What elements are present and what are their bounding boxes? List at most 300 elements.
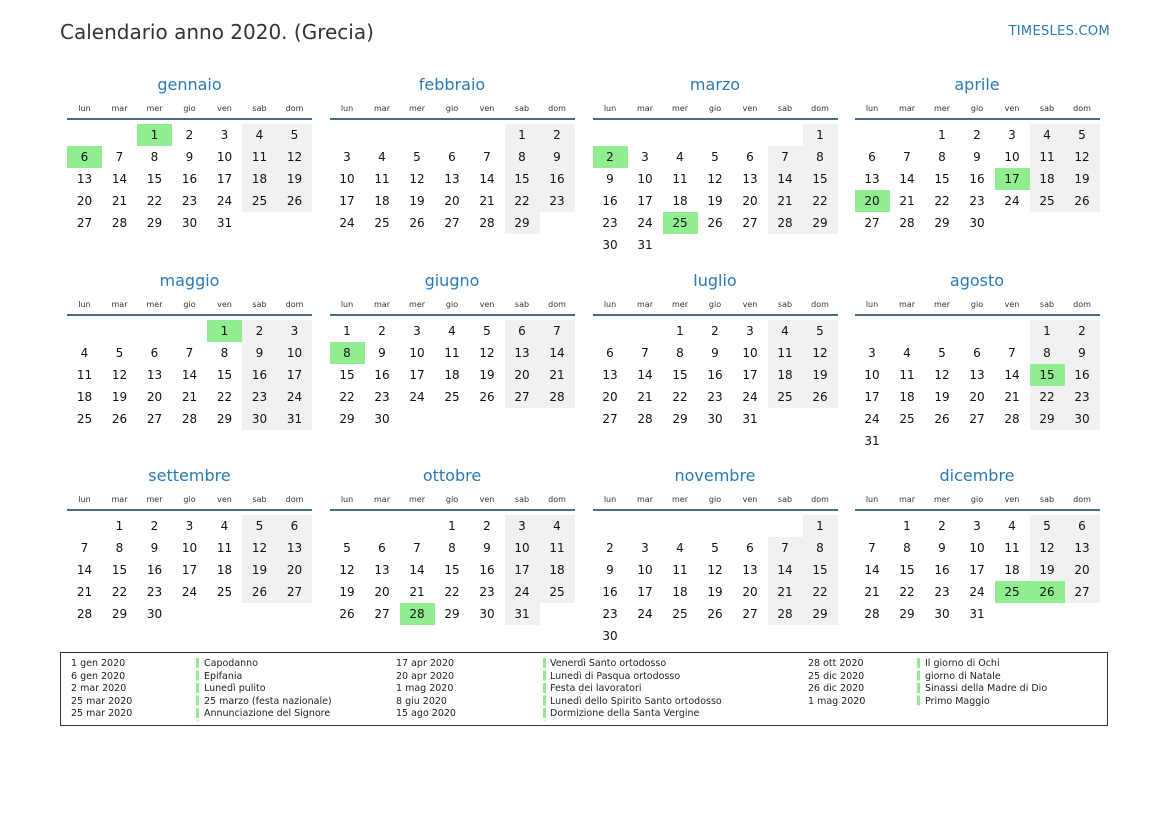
day-cell: 21 bbox=[1004, 390, 1020, 404]
legend-holiday-name: Sinassi della Madre di Dio bbox=[925, 683, 1048, 694]
weekday-label: mer bbox=[146, 495, 163, 504]
weekday-header bbox=[330, 295, 575, 314]
empty-cell bbox=[698, 124, 733, 146]
day-cell: 31 bbox=[637, 238, 653, 252]
weekday-header bbox=[330, 99, 575, 118]
day-cell: 23 bbox=[969, 194, 985, 208]
day-cell: 9 bbox=[483, 541, 491, 555]
day-cell: 19 bbox=[707, 194, 723, 208]
legend-holiday-name: Lunedì di Pasqua ortodosso bbox=[550, 670, 681, 682]
day-cell: 3 bbox=[343, 150, 351, 164]
day-cell: 17 bbox=[742, 368, 758, 382]
day-cell: 26 bbox=[707, 216, 723, 230]
header-divider bbox=[67, 509, 312, 511]
day-cell: 8 bbox=[448, 541, 456, 555]
empty-cell bbox=[330, 124, 365, 146]
day-cell: 29 bbox=[1030, 408, 1065, 430]
weekday-label: lun bbox=[340, 300, 354, 309]
day-cell: 28 bbox=[540, 386, 575, 408]
day-cell: 2 bbox=[938, 519, 946, 533]
legend-date: 6 gen 2020 bbox=[71, 670, 126, 682]
day-cell: 24 bbox=[181, 585, 198, 599]
weekday-label: mer bbox=[671, 495, 688, 504]
weekday-label: mar bbox=[374, 300, 390, 309]
legend-holiday-name: Festa dei lavoratori bbox=[550, 683, 642, 694]
weekday-label: mar bbox=[637, 300, 653, 309]
day-cell: 16 bbox=[181, 172, 198, 186]
empty-cell bbox=[960, 320, 995, 342]
day-cell: 26 bbox=[934, 412, 950, 426]
day-cell: 5 bbox=[413, 150, 421, 164]
empty-cell bbox=[855, 515, 890, 537]
day-cell: 21 bbox=[637, 390, 653, 404]
day-cell: 18 bbox=[1030, 168, 1065, 190]
day-cell: 10 bbox=[339, 172, 355, 186]
day-cell: 27 bbox=[277, 581, 312, 603]
weekday-label: gio bbox=[970, 300, 984, 309]
day-cell: 22 bbox=[1030, 386, 1065, 408]
header-divider bbox=[67, 314, 312, 316]
weekday-header bbox=[330, 490, 575, 509]
day-cell: 15 bbox=[899, 563, 915, 577]
day-cell: 16 bbox=[374, 368, 390, 382]
day-cell: 23 bbox=[479, 585, 495, 599]
day-cell: 31 bbox=[742, 412, 758, 426]
day-cell: 3 bbox=[868, 346, 876, 360]
legend-date: 1 gen 2020 bbox=[71, 658, 126, 669]
day-cell: 30 bbox=[934, 607, 950, 621]
day-cell: 21 bbox=[181, 390, 198, 404]
day-cell: 17 bbox=[409, 368, 425, 382]
day-cell: 2 bbox=[540, 124, 575, 146]
day-cell: 10 bbox=[181, 541, 198, 555]
empty-cell bbox=[365, 124, 400, 146]
empty-cell bbox=[663, 515, 698, 537]
day-cell: 6 bbox=[448, 150, 456, 164]
weekday-label: mer bbox=[146, 300, 163, 309]
day-cell: 24 bbox=[637, 216, 653, 230]
day-cell: 9 bbox=[606, 172, 614, 186]
day-cell: 1 bbox=[803, 515, 838, 537]
legend-dates bbox=[71, 658, 132, 721]
weekday-label: sab bbox=[252, 300, 267, 309]
day-cell: 27 bbox=[969, 412, 985, 426]
day-cell: 22 bbox=[146, 194, 163, 208]
day-cell: 30 bbox=[707, 412, 723, 426]
day-cell: 14 bbox=[768, 559, 803, 581]
day-cell: 6 bbox=[868, 150, 876, 164]
legend-date: 25 dic 2020 bbox=[808, 670, 865, 682]
day-cell: 24 bbox=[742, 390, 758, 404]
empty-cell bbox=[102, 320, 137, 342]
legend-holiday-name: Primo Maggio bbox=[925, 695, 990, 707]
legend-date: 15 ago 2020 bbox=[396, 708, 456, 719]
day-cell: 2 bbox=[711, 324, 719, 338]
day-cell: 5 bbox=[343, 541, 351, 555]
day-cell: 19 bbox=[1065, 168, 1100, 190]
day-cell: 5 bbox=[1065, 124, 1100, 146]
weekday-header bbox=[855, 99, 1100, 118]
day-cell: 2 bbox=[150, 519, 159, 533]
weekday-label: sab bbox=[1039, 300, 1055, 309]
day-cell: 13 bbox=[969, 368, 985, 382]
day-cell: 1 bbox=[803, 124, 838, 146]
empty-cell bbox=[593, 124, 628, 146]
day-cell: 17 bbox=[505, 559, 540, 581]
day-cell: 26 bbox=[1065, 190, 1100, 212]
day-cell: 4 bbox=[676, 150, 684, 164]
day-cell: 16 bbox=[146, 563, 163, 577]
day-cell: 10 bbox=[864, 368, 880, 382]
day-cell: 5 bbox=[711, 541, 719, 555]
day-cell: 11 bbox=[899, 368, 915, 382]
days-grid bbox=[593, 320, 838, 430]
month-novembre bbox=[593, 465, 838, 647]
day-cell: 15 bbox=[216, 368, 233, 382]
day-cell: 20 bbox=[742, 585, 758, 599]
month-name: novembre bbox=[674, 466, 756, 485]
legend-date: 2 mar 2020 bbox=[71, 683, 127, 694]
day-cell: 2 bbox=[483, 519, 491, 533]
weekday-label: lun bbox=[865, 104, 879, 113]
month-maggio bbox=[67, 270, 312, 430]
days-grid bbox=[593, 515, 838, 647]
day-cell: 29 bbox=[444, 607, 460, 621]
day-cell: 24 bbox=[969, 585, 985, 599]
day-cell: 11 bbox=[242, 146, 277, 168]
weekday-label: mer bbox=[408, 300, 425, 309]
day-cell: 10 bbox=[1004, 150, 1020, 164]
page-title: Calendario anno 2020. (Grecia) bbox=[60, 20, 374, 44]
empty-cell bbox=[890, 124, 925, 146]
day-cell: 3 bbox=[413, 324, 421, 338]
day-cell: 16 bbox=[969, 172, 985, 186]
weekday-header bbox=[593, 295, 838, 314]
weekday-label: mar bbox=[111, 300, 128, 309]
day-cell: 20 bbox=[969, 390, 985, 404]
header-divider bbox=[330, 314, 575, 316]
day-cell: 30 bbox=[602, 629, 618, 643]
day-cell: 12 bbox=[1030, 537, 1065, 559]
holiday-day-cell: 1 bbox=[137, 124, 172, 146]
weekday-label: mar bbox=[374, 495, 390, 504]
day-cell: 27 bbox=[76, 216, 93, 230]
weekday-label: ven bbox=[217, 495, 232, 504]
day-cell: 31 bbox=[216, 216, 233, 230]
day-cell: 3 bbox=[746, 324, 754, 338]
weekday-label: dom bbox=[811, 104, 829, 113]
day-cell: 20 bbox=[76, 194, 93, 208]
weekday-header bbox=[593, 99, 838, 118]
day-cell: 18 bbox=[216, 563, 233, 577]
day-cell: 1 bbox=[903, 519, 911, 533]
day-cell: 14 bbox=[1004, 368, 1020, 382]
empty-cell bbox=[67, 320, 102, 342]
day-cell: 13 bbox=[374, 563, 390, 577]
day-cell: 15 bbox=[339, 368, 355, 382]
day-cell: 18 bbox=[374, 194, 390, 208]
holiday-legend bbox=[60, 652, 1108, 726]
day-cell: 20 bbox=[505, 364, 540, 386]
day-cell: 12 bbox=[1065, 146, 1100, 168]
day-cell: 13 bbox=[505, 342, 540, 364]
legend-holiday-name: 25 marzo (festa nazionale) bbox=[204, 695, 332, 707]
day-cell: 21 bbox=[768, 190, 803, 212]
legend-holiday-name: Epifania bbox=[204, 670, 243, 682]
day-cell: 26 bbox=[803, 386, 838, 408]
month-giugno bbox=[330, 270, 575, 430]
month-name: maggio bbox=[159, 271, 220, 290]
day-cell: 16 bbox=[934, 563, 950, 577]
day-cell: 13 bbox=[444, 172, 460, 186]
holiday-day-cell: 25 bbox=[663, 212, 698, 234]
day-cell: 10 bbox=[637, 172, 653, 186]
day-cell: 26 bbox=[242, 581, 277, 603]
days-grid bbox=[593, 124, 838, 256]
day-cell: 17 bbox=[637, 194, 653, 208]
weekday-label: mer bbox=[146, 104, 163, 113]
day-cell: 16 bbox=[707, 368, 723, 382]
day-cell: 14 bbox=[409, 563, 425, 577]
day-cell: 2 bbox=[606, 541, 614, 555]
day-cell: 18 bbox=[672, 585, 688, 599]
day-cell: 23 bbox=[374, 390, 390, 404]
weekday-label: dom bbox=[548, 104, 566, 113]
weekday-label: gio bbox=[708, 300, 722, 309]
weekday-label: lun bbox=[603, 300, 617, 309]
day-cell: 15 bbox=[111, 563, 128, 577]
day-cell: 8 bbox=[903, 541, 911, 555]
empty-cell bbox=[330, 515, 365, 537]
day-cell: 4 bbox=[448, 324, 456, 338]
day-cell: 7 bbox=[185, 346, 194, 360]
day-cell: 14 bbox=[864, 563, 880, 577]
weekday-label: dom bbox=[1073, 495, 1091, 504]
day-cell: 24 bbox=[864, 412, 880, 426]
day-cell: 30 bbox=[479, 607, 495, 621]
day-cell: 27 bbox=[602, 412, 618, 426]
day-cell: 15 bbox=[505, 168, 540, 190]
day-cell: 20 bbox=[444, 194, 460, 208]
day-cell: 10 bbox=[277, 342, 312, 364]
day-cell: 4 bbox=[220, 519, 229, 533]
day-cell: 12 bbox=[339, 563, 355, 577]
day-cell: 7 bbox=[540, 320, 575, 342]
legend-holiday-name: Lunedì dello Spirito Santo ortodosso bbox=[550, 695, 722, 707]
day-cell: 15 bbox=[934, 172, 950, 186]
day-cell: 5 bbox=[277, 124, 312, 146]
empty-cell bbox=[172, 320, 207, 342]
weekday-label: dom bbox=[811, 495, 829, 504]
day-cell: 3 bbox=[973, 519, 981, 533]
weekday-label: sab bbox=[252, 104, 267, 113]
day-cell: 7 bbox=[768, 537, 803, 559]
empty-cell bbox=[137, 320, 172, 342]
day-cell: 6 bbox=[1065, 515, 1100, 537]
weekday-header bbox=[67, 99, 312, 118]
month-marzo bbox=[593, 74, 838, 256]
day-cell: 19 bbox=[409, 194, 425, 208]
day-cell: 21 bbox=[76, 585, 93, 599]
weekday-label: lun bbox=[865, 300, 879, 309]
day-cell: 12 bbox=[707, 563, 723, 577]
weekday-label: dom bbox=[1073, 300, 1091, 309]
month-ottobre bbox=[330, 465, 575, 625]
day-cell: 3 bbox=[185, 519, 194, 533]
day-cell: 4 bbox=[540, 515, 575, 537]
holiday-day-cell: 17 bbox=[995, 168, 1030, 190]
legend-names bbox=[925, 658, 1047, 708]
weekday-label: gio bbox=[445, 495, 459, 504]
day-cell: 23 bbox=[540, 190, 575, 212]
day-cell: 25 bbox=[540, 581, 575, 603]
day-cell: 19 bbox=[1030, 559, 1065, 581]
day-cell: 28 bbox=[768, 603, 803, 625]
day-cell: 14 bbox=[540, 342, 575, 364]
day-cell: 8 bbox=[505, 146, 540, 168]
day-cell: 25 bbox=[216, 585, 233, 599]
day-cell: 5 bbox=[483, 324, 491, 338]
weekday-label: gio bbox=[970, 495, 984, 504]
empty-cell bbox=[400, 515, 435, 537]
day-cell: 31 bbox=[864, 434, 880, 448]
day-cell: 27 bbox=[742, 607, 758, 621]
day-cell: 29 bbox=[934, 216, 950, 230]
day-cell: 15 bbox=[803, 559, 838, 581]
day-cell: 3 bbox=[220, 128, 229, 142]
day-cell: 5 bbox=[242, 515, 277, 537]
month-name: ottobre bbox=[422, 466, 482, 485]
day-cell: 28 bbox=[111, 216, 128, 230]
day-cell: 11 bbox=[374, 172, 390, 186]
day-cell: 6 bbox=[746, 150, 754, 164]
day-cell: 21 bbox=[899, 194, 915, 208]
days-grid bbox=[67, 515, 312, 625]
day-cell: 20 bbox=[374, 585, 390, 599]
day-cell: 9 bbox=[378, 346, 386, 360]
day-cell: 6 bbox=[606, 346, 614, 360]
day-cell: 12 bbox=[242, 537, 277, 559]
weekday-label: sab bbox=[777, 300, 793, 309]
legend-holiday-name: Annunciazione del Signore bbox=[204, 708, 331, 719]
day-cell: 14 bbox=[768, 168, 803, 190]
day-cell: 29 bbox=[216, 412, 233, 426]
day-cell: 13 bbox=[277, 537, 312, 559]
day-cell: 4 bbox=[1008, 519, 1016, 533]
day-cell: 26 bbox=[339, 607, 355, 621]
day-cell: 25 bbox=[672, 607, 688, 621]
day-cell: 11 bbox=[768, 342, 803, 364]
day-cell: 28 bbox=[899, 216, 915, 230]
day-cell: 29 bbox=[505, 212, 540, 234]
month-name: aprile bbox=[954, 75, 1000, 94]
empty-cell bbox=[67, 124, 102, 146]
legend-date: 26 dic 2020 bbox=[808, 683, 865, 694]
day-cell: 30 bbox=[602, 238, 618, 252]
day-cell: 9 bbox=[711, 346, 719, 360]
day-cell: 18 bbox=[444, 368, 460, 382]
header-divider bbox=[593, 118, 838, 120]
day-cell: 28 bbox=[479, 216, 495, 230]
day-cell: 1 bbox=[938, 128, 946, 142]
day-cell: 5 bbox=[938, 346, 946, 360]
weekday-label: sab bbox=[514, 300, 530, 309]
holiday-day-cell: 8 bbox=[330, 342, 365, 364]
legend-holiday-name: Lunedì pulito bbox=[204, 683, 266, 694]
day-cell: 21 bbox=[479, 194, 495, 208]
header-divider bbox=[593, 509, 838, 511]
month-gennaio bbox=[67, 74, 312, 234]
holiday-day-cell: 2 bbox=[593, 146, 628, 168]
day-cell: 25 bbox=[768, 386, 803, 408]
legend-holiday-name: giorno di Natale bbox=[925, 670, 1001, 682]
day-cell: 6 bbox=[150, 346, 159, 360]
legend-holiday-name: Capodanno bbox=[204, 658, 259, 669]
header-divider bbox=[330, 509, 575, 511]
day-cell: 3 bbox=[641, 150, 649, 164]
day-cell: 28 bbox=[637, 412, 653, 426]
day-cell: 7 bbox=[1008, 346, 1016, 360]
empty-cell bbox=[855, 320, 890, 342]
weekday-label: mar bbox=[637, 104, 653, 113]
day-cell: 19 bbox=[707, 585, 723, 599]
day-cell: 26 bbox=[277, 190, 312, 212]
weekday-label: gio bbox=[183, 495, 196, 504]
empty-cell bbox=[698, 515, 733, 537]
day-cell: 29 bbox=[899, 607, 915, 621]
day-cell: 4 bbox=[903, 346, 911, 360]
month-settembre bbox=[67, 465, 312, 625]
empty-cell bbox=[470, 124, 505, 146]
day-cell: 15 bbox=[146, 172, 163, 186]
weekday-header bbox=[67, 490, 312, 509]
weekday-label: mar bbox=[111, 104, 128, 113]
weekday-label: lun bbox=[340, 495, 354, 504]
weekday-label: dom bbox=[1073, 104, 1091, 113]
brand-link[interactable]: TIMESLES.COM bbox=[1008, 24, 1110, 39]
day-cell: 22 bbox=[339, 390, 355, 404]
days-grid bbox=[330, 515, 575, 625]
legend-names bbox=[550, 658, 722, 721]
holiday-day-cell: 28 bbox=[400, 603, 435, 625]
day-cell: 6 bbox=[973, 346, 981, 360]
legend-marker bbox=[543, 658, 546, 721]
header-divider bbox=[855, 314, 1100, 316]
day-cell: 1 bbox=[1030, 320, 1065, 342]
weekday-label: lun bbox=[603, 495, 617, 504]
day-cell: 22 bbox=[899, 585, 915, 599]
day-cell: 2 bbox=[378, 324, 386, 338]
day-cell: 27 bbox=[374, 607, 390, 621]
day-cell: 11 bbox=[1030, 146, 1065, 168]
weekday-label: sab bbox=[1039, 104, 1055, 113]
month-dicembre bbox=[855, 465, 1100, 625]
day-cell: 11 bbox=[216, 541, 233, 555]
weekday-label: gio bbox=[183, 104, 196, 113]
day-cell: 11 bbox=[540, 537, 575, 559]
day-cell: 21 bbox=[768, 581, 803, 603]
day-cell: 23 bbox=[1065, 386, 1100, 408]
day-cell: 23 bbox=[181, 194, 198, 208]
days-grid bbox=[67, 320, 312, 430]
day-cell: 15 bbox=[672, 368, 688, 382]
empty-cell bbox=[995, 320, 1030, 342]
day-cell: 24 bbox=[216, 194, 233, 208]
empty-cell bbox=[890, 320, 925, 342]
day-cell: 14 bbox=[76, 563, 93, 577]
legend-date: 28 ott 2020 bbox=[808, 658, 864, 669]
day-cell: 27 bbox=[742, 216, 758, 230]
